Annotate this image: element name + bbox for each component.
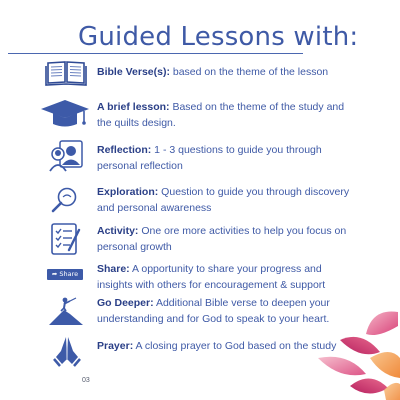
- item-description: based on the theme of the lesson: [169, 66, 329, 78]
- title-underline: [8, 53, 303, 54]
- magnifier-icon: [50, 185, 80, 215]
- item-label: Bible Verse(s):: [97, 66, 170, 78]
- share-button-icon: [47, 269, 83, 280]
- item-description: Additional Bible verse to deepen your understanding and for God to speak to your heart.: [97, 297, 330, 325]
- praying-hands-icon: [52, 335, 82, 367]
- item-label: A brief lesson:: [97, 101, 170, 113]
- item-label: Share:: [97, 263, 130, 275]
- item-description: A opportunity to share your progress and insights with others for encouragement & support: [97, 263, 326, 291]
- item-label: Reflection:: [97, 144, 152, 156]
- page-number: 03: [82, 377, 90, 384]
- item-description: Question to guide you through discovery and personal awareness: [97, 186, 350, 214]
- item-label: Go Deeper:: [97, 297, 154, 309]
- item-text: [97, 185, 359, 216]
- item-description: One ore more activities to help you focus on personal growth: [97, 225, 347, 253]
- graduation-cap-icon: [40, 98, 90, 128]
- item-label: Prayer:: [97, 340, 134, 352]
- checklist-icon: [50, 222, 82, 256]
- open-bible-icon: [45, 58, 87, 86]
- item-label: Exploration:: [97, 186, 159, 198]
- item-text: [97, 262, 359, 293]
- page-title: Guided Lessons with:: [78, 22, 359, 52]
- share-badge-label: Share: [59, 270, 79, 278]
- item-description: 1 - 3 questions to guide you through personal reflection: [97, 144, 322, 172]
- share-arrow-icon: ➦: [51, 270, 58, 278]
- mountain-climber-icon: [48, 296, 84, 326]
- item-text: [97, 100, 359, 131]
- decorative-leaves-icon: [310, 300, 400, 400]
- item-description: A closing prayer to God based on the study: [133, 340, 337, 352]
- item-text: [97, 224, 359, 255]
- item-text: [97, 143, 359, 174]
- item-text: [97, 65, 359, 81]
- item-label: Activity:: [97, 225, 139, 237]
- reflection-faces-icon: [48, 139, 84, 173]
- item-description: Based on the theme of the study and the quilts design.: [97, 101, 345, 129]
